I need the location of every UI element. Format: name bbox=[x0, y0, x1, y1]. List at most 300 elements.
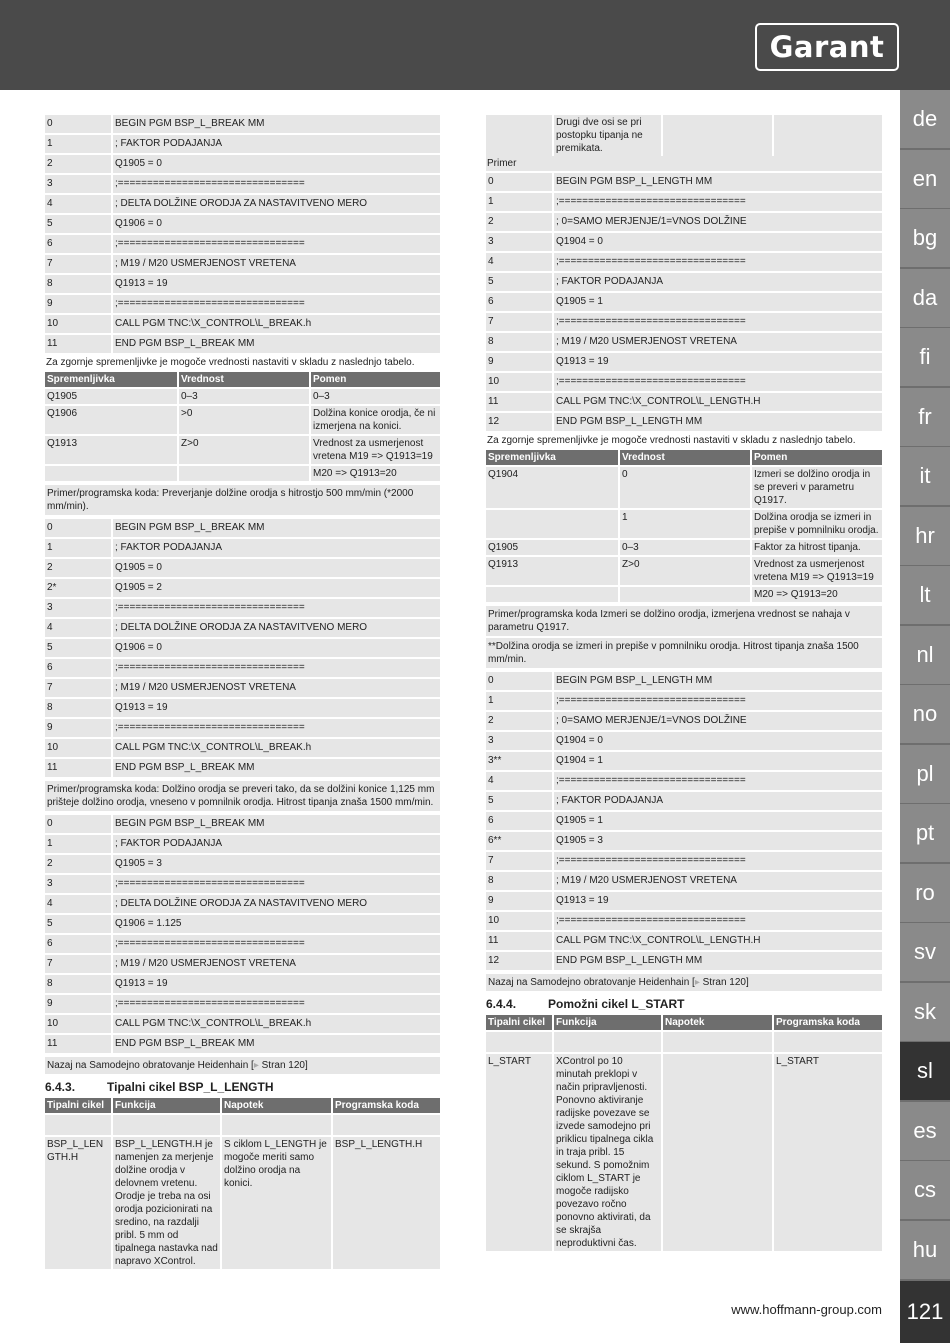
line-number: 3 bbox=[45, 175, 111, 193]
table-header-row bbox=[45, 1098, 440, 1113]
line-number: 1 bbox=[45, 539, 111, 557]
code-line bbox=[486, 812, 882, 830]
line-number: 0 bbox=[486, 672, 552, 690]
column-header: Funkcija bbox=[111, 1098, 220, 1113]
language-tab-da[interactable]: da bbox=[900, 269, 950, 327]
table-cell: S ciklom L_LENGTH je mogoče meriti samo dolžino orodja na konici. bbox=[220, 1137, 331, 1269]
code-text: Q1906 = 0 bbox=[111, 215, 440, 233]
code-text: CALL PGM TNC:\X_CONTROL\L_BREAK.h bbox=[111, 315, 440, 333]
line-number: 6 bbox=[45, 235, 111, 253]
code-line bbox=[45, 135, 440, 153]
code-line bbox=[486, 313, 882, 331]
line-number: 0 bbox=[45, 815, 111, 833]
code-text: Q1913 = 19 bbox=[111, 275, 440, 293]
code-line bbox=[486, 792, 882, 810]
code-text: ; FAKTOR PODAJANJA bbox=[552, 792, 882, 810]
line-number: 9 bbox=[45, 295, 111, 313]
table-cell bbox=[486, 587, 618, 602]
table-cell bbox=[772, 115, 882, 156]
language-tab-es[interactable]: es bbox=[900, 1102, 950, 1160]
table-cell: XControl po 10 minutah preklopi v način pripravljenosti. Ponovno aktiviranje radijske povezave se izvede samodejno pri priklicu tipalnega cikla in traja pribl. 15 sekund. S pomožnim ciklom L_START je mogoče radijsko povezavo ročno ponovno aktivirati, da se skrajša neproduktivni čas. bbox=[552, 1054, 661, 1251]
code-text: Q1905 = 0 bbox=[111, 155, 440, 173]
column-header: Tipalni cikel bbox=[486, 1015, 552, 1030]
section-title: Tipalni cikel BSP_L_LENGTH bbox=[107, 1080, 274, 1094]
table-cell: L_START bbox=[772, 1054, 882, 1251]
line-number: 6 bbox=[486, 812, 552, 830]
table-cell: Q1905 bbox=[486, 540, 618, 555]
code-line bbox=[45, 975, 440, 993]
code-line bbox=[486, 373, 882, 391]
line-number: 6** bbox=[486, 832, 552, 850]
line-number: 5 bbox=[45, 915, 111, 933]
table-cell: Vrednost za usmerjenost vretena M19 => Q1913=19 bbox=[750, 557, 882, 585]
code-line bbox=[45, 235, 440, 253]
code-line bbox=[45, 699, 440, 717]
line-number: 4 bbox=[486, 772, 552, 790]
language-tab-no[interactable]: no bbox=[900, 685, 950, 743]
line-number: 10 bbox=[45, 739, 111, 757]
table-cell: BSP_L_LENGTH.H je namenjen za merjenje dolžine orodja v delovnem vretenu. Orodje je treba na osi orodja pozicionirati na sredino, na razdalji pribl. 5 mm od tipalnega nastavka nad napravo XControl. bbox=[111, 1137, 220, 1269]
code-text: Q1906 = 0 bbox=[111, 639, 440, 657]
code-line bbox=[486, 273, 882, 291]
table-cell: Dolžina konice orodja, če ni izmerjena na konici. bbox=[309, 406, 440, 434]
code-text: CALL PGM TNC:\X_CONTROL\L_BREAK.h bbox=[111, 1015, 440, 1033]
table-cell: 0–3 bbox=[177, 389, 309, 404]
cycle-table-continuation bbox=[486, 113, 882, 158]
column-header: Pomen bbox=[750, 450, 882, 465]
code-line bbox=[486, 852, 882, 870]
table-row bbox=[486, 510, 882, 538]
line-number: 11 bbox=[45, 1035, 111, 1053]
code-line bbox=[45, 559, 440, 577]
code-line bbox=[45, 855, 440, 873]
language-tab-it[interactable]: it bbox=[900, 447, 950, 505]
table-cell bbox=[618, 587, 750, 602]
column-header: Funkcija bbox=[552, 1015, 661, 1030]
table-cell: Drugi dve osi se pri postopku tipanja ne premikata. bbox=[552, 115, 661, 156]
line-number: 3 bbox=[486, 233, 552, 251]
table-cell: Q1905 bbox=[45, 389, 177, 404]
line-number: 2 bbox=[45, 559, 111, 577]
code-text: Q1913 = 19 bbox=[552, 892, 882, 910]
code-text: ;================================ bbox=[552, 193, 882, 211]
table-cell bbox=[45, 466, 177, 481]
code-text: ; DELTA DOLŽINE ORODJA ZA NASTAVITVENO MERO bbox=[111, 195, 440, 213]
code-line bbox=[486, 692, 882, 710]
code-line bbox=[486, 772, 882, 790]
code-text: ;================================ bbox=[552, 313, 882, 331]
line-number: 8 bbox=[45, 275, 111, 293]
line-number: 10 bbox=[486, 373, 552, 391]
variables-table bbox=[45, 370, 440, 483]
code-line bbox=[486, 253, 882, 271]
language-tab-de[interactable]: de bbox=[900, 90, 950, 148]
table-cell: M20 => Q1913=20 bbox=[309, 466, 440, 481]
column-header: Vrednost bbox=[618, 450, 750, 465]
code-table-l-length-2 bbox=[486, 670, 882, 972]
table-row bbox=[45, 1137, 440, 1269]
code-line bbox=[45, 759, 440, 777]
table-row bbox=[45, 406, 440, 434]
line-number: 3 bbox=[45, 599, 111, 617]
table-row bbox=[45, 389, 440, 404]
code-text: Q1904 = 0 bbox=[552, 233, 882, 251]
code-text: ; M19 / M20 USMERJENOST VRETENA bbox=[111, 255, 440, 273]
line-number: 2* bbox=[45, 579, 111, 597]
code-line bbox=[45, 275, 440, 293]
code-text: ;================================ bbox=[111, 175, 440, 193]
line-number: 7 bbox=[486, 313, 552, 331]
code-table-l-break-2 bbox=[45, 517, 440, 779]
section-number: 6.4.3. bbox=[45, 1080, 76, 1094]
code-line bbox=[486, 752, 882, 770]
section-title: Pomožni cikel L_START bbox=[548, 997, 685, 1011]
code-line bbox=[486, 213, 882, 231]
table-cell bbox=[661, 115, 772, 156]
code-line bbox=[486, 912, 882, 930]
back-link[interactable] bbox=[486, 974, 882, 991]
code-text: ; M19 / M20 USMERJENOST VRETENA bbox=[111, 955, 440, 973]
back-link-page[interactable]: Stran 120] bbox=[699, 977, 749, 988]
table-cell bbox=[661, 1054, 772, 1251]
language-tab-en[interactable]: en bbox=[900, 150, 950, 208]
line-number: 0 bbox=[45, 115, 111, 133]
code-text: END PGM BSP_L_LENGTH MM bbox=[552, 413, 882, 431]
code-text: CALL PGM TNC:\X_CONTROL\L_LENGTH.H bbox=[552, 932, 882, 950]
line-number: 10 bbox=[45, 1015, 111, 1033]
table-cell: BSP_L_LENGTH.H bbox=[45, 1137, 111, 1269]
code-line bbox=[45, 679, 440, 697]
line-number: 10 bbox=[45, 315, 111, 333]
code-line bbox=[45, 335, 440, 353]
table-cell: Faktor za hitrost tipanja. bbox=[750, 540, 882, 555]
table-cell: Z>0 bbox=[618, 557, 750, 585]
code-text: Q1913 = 19 bbox=[111, 975, 440, 993]
code-line bbox=[45, 955, 440, 973]
table-cell: Q1913 bbox=[45, 436, 177, 464]
table-cell bbox=[177, 466, 309, 481]
line-number: 6 bbox=[45, 935, 111, 953]
arrow-icon: ▸ bbox=[694, 977, 700, 988]
code-line bbox=[45, 175, 440, 193]
code-line bbox=[45, 215, 440, 233]
code-text: ;================================ bbox=[552, 373, 882, 391]
line-number: 4 bbox=[45, 619, 111, 637]
arrow-icon: ▸ bbox=[253, 1060, 259, 1071]
code-line bbox=[45, 519, 440, 537]
language-tab-hr[interactable]: hr bbox=[900, 507, 950, 565]
language-tab-bg[interactable]: bg bbox=[900, 209, 950, 267]
line-number: 1 bbox=[486, 692, 552, 710]
code-text: Q1904 = 0 bbox=[552, 732, 882, 750]
line-number: 5 bbox=[45, 215, 111, 233]
code-text: Q1913 = 19 bbox=[111, 699, 440, 717]
column-header: Tipalni cikel bbox=[45, 1098, 111, 1113]
language-tab-nl[interactable]: nl bbox=[900, 626, 950, 684]
line-number: 4 bbox=[45, 895, 111, 913]
table-header-row bbox=[486, 450, 882, 465]
code-text: ; 0=SAMO MERJENJE/1=VNOS DOLŽINE bbox=[552, 213, 882, 231]
code-text: ;================================ bbox=[111, 599, 440, 617]
line-number: 2 bbox=[486, 712, 552, 730]
code-line bbox=[45, 639, 440, 657]
code-line bbox=[45, 619, 440, 637]
table-row bbox=[45, 466, 440, 481]
code-line bbox=[45, 835, 440, 853]
table-row bbox=[45, 1115, 440, 1135]
line-number: 2 bbox=[486, 213, 552, 231]
code-text: Q1913 = 19 bbox=[552, 353, 882, 371]
code-line bbox=[45, 935, 440, 953]
table-cell: Izmeri se dolžino orodja in se preveri v parametru Q1917. bbox=[750, 467, 882, 508]
line-number: 9 bbox=[486, 892, 552, 910]
code-line bbox=[486, 932, 882, 950]
code-text: ; M19 / M20 USMERJENOST VRETENA bbox=[111, 679, 440, 697]
footer-url[interactable]: www.hoffmann-group.com bbox=[731, 1302, 882, 1317]
code-text: ;================================ bbox=[552, 912, 882, 930]
code-line bbox=[45, 255, 440, 273]
table-cell: Q1906 bbox=[45, 406, 177, 434]
code-text: ; 0=SAMO MERJENJE/1=VNOS DOLŽINE bbox=[552, 712, 882, 730]
code-text: CALL PGM TNC:\X_CONTROL\L_LENGTH.H bbox=[552, 393, 882, 411]
line-number: 4 bbox=[45, 195, 111, 213]
column-header: Vrednost bbox=[177, 372, 309, 387]
line-number: 5 bbox=[486, 792, 552, 810]
code-line bbox=[45, 875, 440, 893]
code-line bbox=[45, 195, 440, 213]
code-line bbox=[45, 1015, 440, 1033]
code-line bbox=[486, 233, 882, 251]
line-number: 7 bbox=[45, 679, 111, 697]
column-header: Programska koda bbox=[772, 1015, 882, 1030]
code-text: ;================================ bbox=[111, 875, 440, 893]
code-text: Q1906 = 1.125 bbox=[111, 915, 440, 933]
language-tab-hu[interactable]: hu bbox=[900, 1221, 950, 1279]
cycle-table bbox=[486, 1013, 882, 1253]
code-text: ; DELTA DOLŽINE ORODJA ZA NASTAVITVENO MERO bbox=[111, 895, 440, 913]
table-cell: BSP_L_LENGTH.H bbox=[331, 1137, 440, 1269]
table-row bbox=[486, 587, 882, 602]
line-number: 5 bbox=[486, 273, 552, 291]
code-text: BEGIN PGM BSP_L_LENGTH MM bbox=[552, 173, 882, 191]
code-text: BEGIN PGM BSP_L_BREAK MM bbox=[111, 115, 440, 133]
line-number: 8 bbox=[486, 872, 552, 890]
code-line bbox=[45, 995, 440, 1013]
code-line bbox=[486, 333, 882, 351]
code-line bbox=[486, 193, 882, 211]
column-header: Napotek bbox=[220, 1098, 331, 1113]
variables-note: Za zgornje spremenljivke je mogoče vrednosti nastaviti v skladu z naslednjo tabelo. bbox=[487, 435, 856, 446]
code-line bbox=[486, 732, 882, 750]
code-table-l-break-1 bbox=[45, 113, 440, 355]
code-text: ;================================ bbox=[552, 253, 882, 271]
back-link-text[interactable]: Nazaj na Samodejno obratovanje Heidenhain [ bbox=[47, 1060, 254, 1071]
language-tab-ro[interactable]: ro bbox=[900, 864, 950, 922]
code-text: Q1905 = 1 bbox=[552, 812, 882, 830]
table-row bbox=[45, 436, 440, 464]
table-cell: Dolžina orodja se izmeri in prepiše v pomnilniku orodja. bbox=[750, 510, 882, 538]
example-description: **Dolžina orodja se izmeri in prepiše v pomnilniku orodja. Hitrost tipanja znaša 1500 mm/min. bbox=[486, 638, 882, 668]
back-link-text[interactable]: Nazaj na Samodejno obratovanje Heidenhain [ bbox=[488, 977, 695, 988]
code-text: ; M19 / M20 USMERJENOST VRETENA bbox=[552, 333, 882, 351]
language-tab-sv[interactable]: sv bbox=[900, 923, 950, 981]
line-number: 0 bbox=[486, 173, 552, 191]
line-number: 8 bbox=[486, 333, 552, 351]
garant-logo: Garant bbox=[755, 23, 899, 71]
code-text: ;================================ bbox=[111, 235, 440, 253]
example-description: Primer/programska koda: Preverjanje dolžine orodja s hitrostjo 500 mm/min (*2000 mm/min). bbox=[45, 485, 440, 515]
language-tab-sl[interactable]: sl bbox=[900, 1042, 950, 1100]
line-number: 1 bbox=[45, 835, 111, 853]
line-number: 3** bbox=[486, 752, 552, 770]
line-number: 9 bbox=[45, 995, 111, 1013]
code-text: CALL PGM TNC:\X_CONTROL\L_BREAK.h bbox=[111, 739, 440, 757]
back-link-page[interactable]: Stran 120] bbox=[258, 1060, 308, 1071]
code-text: ;================================ bbox=[552, 692, 882, 710]
code-line bbox=[45, 115, 440, 133]
code-line bbox=[486, 952, 882, 970]
code-line bbox=[45, 739, 440, 757]
line-number: 11 bbox=[45, 759, 111, 777]
code-line bbox=[486, 832, 882, 850]
column-header: Napotek bbox=[661, 1015, 772, 1030]
page-number: 121 bbox=[900, 1281, 950, 1343]
code-table-l-break-3 bbox=[45, 813, 440, 1055]
code-text: BEGIN PGM BSP_L_BREAK MM bbox=[111, 815, 440, 833]
code-text: ;================================ bbox=[111, 719, 440, 737]
line-number: 2 bbox=[45, 855, 111, 873]
table-header-row bbox=[486, 1015, 882, 1030]
table-row bbox=[486, 540, 882, 555]
code-text: ; FAKTOR PODAJANJA bbox=[552, 273, 882, 291]
table-cell: 1 bbox=[618, 510, 750, 538]
line-number: 8 bbox=[45, 975, 111, 993]
back-link[interactable] bbox=[45, 1057, 440, 1074]
line-number: 7 bbox=[45, 255, 111, 273]
code-line bbox=[486, 173, 882, 191]
code-line bbox=[45, 815, 440, 833]
code-text: END PGM BSP_L_BREAK MM bbox=[111, 1035, 440, 1053]
code-line bbox=[45, 915, 440, 933]
language-tab-lt[interactable]: lt bbox=[900, 566, 950, 624]
line-number: 6 bbox=[486, 293, 552, 311]
code-line bbox=[45, 315, 440, 333]
code-line bbox=[45, 659, 440, 677]
language-tab-fr[interactable]: fr bbox=[900, 388, 950, 446]
table-row bbox=[486, 1032, 882, 1052]
line-number: 1 bbox=[45, 135, 111, 153]
table-row bbox=[486, 1054, 882, 1251]
line-number: 10 bbox=[486, 912, 552, 930]
code-line bbox=[486, 413, 882, 431]
column-header: Pomen bbox=[309, 372, 440, 387]
code-line bbox=[45, 599, 440, 617]
section-number: 6.4.4. bbox=[486, 997, 517, 1011]
primer-label: Primer bbox=[486, 156, 882, 171]
line-number: 2 bbox=[45, 155, 111, 173]
table-cell bbox=[486, 510, 618, 538]
line-number: 8 bbox=[45, 699, 111, 717]
left-column bbox=[45, 113, 440, 1271]
column-header: Spremenljivka bbox=[45, 372, 177, 387]
line-number: 7 bbox=[486, 852, 552, 870]
table-cell: 0–3 bbox=[309, 389, 440, 404]
line-number: 1 bbox=[486, 193, 552, 211]
line-number: 11 bbox=[45, 335, 111, 353]
page-header bbox=[0, 0, 950, 90]
line-number: 3 bbox=[486, 732, 552, 750]
code-text: ;================================ bbox=[111, 935, 440, 953]
code-line bbox=[45, 1035, 440, 1053]
language-tab-pt[interactable]: pt bbox=[900, 804, 950, 862]
language-tab-pl[interactable]: pl bbox=[900, 745, 950, 803]
code-line bbox=[45, 155, 440, 173]
cycle-table bbox=[45, 1096, 440, 1271]
code-text: Q1904 = 1 bbox=[552, 752, 882, 770]
code-line bbox=[486, 353, 882, 371]
code-text: ;================================ bbox=[111, 995, 440, 1013]
column-header: Spremenljivka bbox=[486, 450, 618, 465]
code-text: ;================================ bbox=[111, 295, 440, 313]
code-text: END PGM BSP_L_BREAK MM bbox=[111, 759, 440, 777]
code-line bbox=[486, 892, 882, 910]
section-heading bbox=[45, 1076, 440, 1096]
code-line bbox=[486, 872, 882, 890]
code-text: Q1905 = 1 bbox=[552, 293, 882, 311]
code-text: ;================================ bbox=[552, 772, 882, 790]
table-cell: 0 bbox=[618, 467, 750, 508]
code-line bbox=[486, 293, 882, 311]
table-cell: Z>0 bbox=[177, 436, 309, 464]
right-column bbox=[486, 113, 882, 1253]
code-table-l-length-1 bbox=[486, 171, 882, 433]
table-row bbox=[486, 115, 882, 156]
code-text: Q1905 = 3 bbox=[111, 855, 440, 873]
variables-table bbox=[486, 448, 882, 604]
table-header-row bbox=[45, 372, 440, 387]
table-row bbox=[486, 557, 882, 585]
code-text: Q1905 = 0 bbox=[111, 559, 440, 577]
column-header: Programska koda bbox=[331, 1098, 440, 1113]
language-tab-fi[interactable]: fi bbox=[900, 328, 950, 386]
table-cell: Q1904 bbox=[486, 467, 618, 508]
table-cell: Vrednost za usmerjenost vretena M19 => Q1913=19 bbox=[309, 436, 440, 464]
code-line bbox=[45, 579, 440, 597]
line-number: 6 bbox=[45, 659, 111, 677]
code-text: BEGIN PGM BSP_L_LENGTH MM bbox=[552, 672, 882, 690]
line-number: 11 bbox=[486, 932, 552, 950]
example-description: Primer/programska koda: Dolžino orodja se preveri tako, da se dolžini konice 1,125 mm prišteje dolžino orodja, vneseno v pomnilnik orodja. Hitrost tipanja znaša 1500 mm/min. bbox=[45, 781, 440, 811]
line-number: 9 bbox=[45, 719, 111, 737]
code-text: ; FAKTOR PODAJANJA bbox=[111, 539, 440, 557]
language-tab-sk[interactable]: sk bbox=[900, 983, 950, 1041]
line-number: 0 bbox=[45, 519, 111, 537]
table-row bbox=[486, 467, 882, 508]
line-number: 4 bbox=[486, 253, 552, 271]
variables-note: Za zgornje spremenljivke je mogoče vrednosti nastaviti v skladu z naslednjo tabelo. bbox=[46, 357, 415, 368]
line-number: 12 bbox=[486, 413, 552, 431]
code-text: ;================================ bbox=[552, 852, 882, 870]
code-line bbox=[45, 295, 440, 313]
language-tab-cs[interactable]: cs bbox=[900, 1161, 950, 1219]
table-cell: M20 => Q1913=20 bbox=[750, 587, 882, 602]
code-line bbox=[486, 712, 882, 730]
code-line bbox=[45, 539, 440, 557]
table-cell: Q1913 bbox=[486, 557, 618, 585]
section-heading bbox=[486, 993, 882, 1013]
table-cell: L_START bbox=[486, 1054, 552, 1251]
code-text: ; FAKTOR PODAJANJA bbox=[111, 835, 440, 853]
